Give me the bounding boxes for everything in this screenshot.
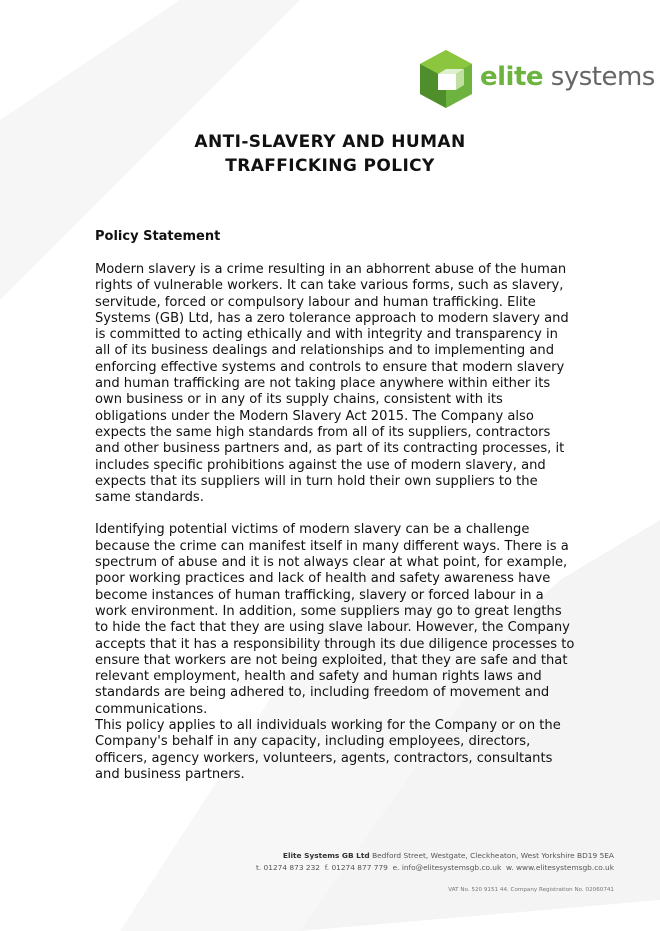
footer-web: w. www.elitesystemsgb.co.uk (505, 863, 614, 872)
footer-address-line (256, 850, 614, 862)
logo-word-systems: systems (550, 62, 655, 92)
elite-systems-logo (418, 48, 655, 110)
footer-phone: t. 01274 873 232 (255, 863, 320, 872)
paragraph-1: Modern slavery is a crime resulting in an abhorrent abuse of the human rights of vulnerable workers. It can take various forms, such as slavery, servitude, forced or compulsory labour and human trafficking. Elite Systems (GB) Ltd, has a zero tolerance approach to modern slavery and is committed to acting ethically and with integrity and transparency in all of its business dealings and relationships and to implementing and enforcing effective systems and controls to ensure that modern slavery and human trafficking are not taking place anywhere within either its own business or in any of its supply chains, consistent with its obligations under the Modern Slavery Act 2015. The Company also expects the same high standards from all of its suppliers, contractors and other business partners and, as part of its contracting processes, it includes specific prohibitions against the use of modern slavery, and expects that its suppliers will in turn hold their own suppliers to the same standards. (95, 262, 569, 506)
footer-contact-line (256, 862, 614, 874)
footer-registration: VAT No. 520 9151 44. Company Registration No. 02060741 (448, 887, 614, 893)
section-heading: Policy Statement (95, 229, 221, 244)
footer-company: Elite Systems GB Ltd (282, 851, 370, 860)
logo-wordmark (480, 62, 655, 92)
paragraph-2: Identifying potential victims of modern slavery can be a challenge because the crime can manifest itself in many different ways. There is a spectrum of abuse and it is not always clear at what point, for example, poor working practices and lack of health and safety awareness have become instances of human trafficking, slavery or forced labour in a work environment. In addition, some suppliers may go to great lengths to hide the fact that they are using slave labour. However, the Company accepts that it has a responsibility through its due diligence processes to ensure that workers are not being exploited, that they are safe and that relevant employment, health and safety and human rights laws and standards are being adhered to, including freedom of movement and communications. (95, 522, 575, 717)
footer-email: e. info@elitesystemsgb.co.uk (392, 863, 502, 872)
cube-logo-icon (418, 48, 474, 110)
page-footer (256, 850, 614, 896)
document-title (0, 130, 660, 178)
paragraph-3: This policy applies to all individuals working for the Company or on the Company's behalf in any capacity, including employees, directors, officers, agency workers, volunteers, agents, contractors, consultants and business partners. (95, 718, 561, 782)
logo-word-elite: elite (480, 62, 544, 92)
footer-address: Bedford Street, Westgate, Cleckheaton, West Yorkshire BD19 5EA (372, 851, 614, 860)
footer-fax: f. 01274 877 779 (324, 863, 388, 872)
title-line-2: TRAFFICKING POLICY (225, 156, 435, 176)
policy-body (95, 262, 575, 783)
title-line-1: ANTI-SLAVERY AND HUMAN (194, 132, 466, 152)
